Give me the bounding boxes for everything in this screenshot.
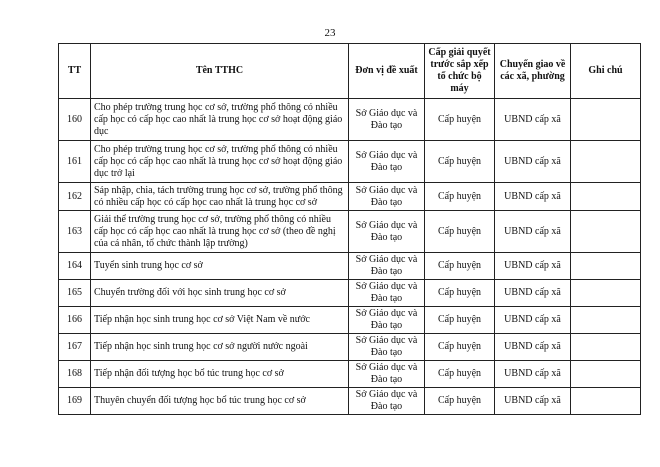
header-row xyxy=(59,44,641,99)
row-tt: 161 xyxy=(59,141,91,183)
row-unit: Sở Giáo dục và Đào tạo xyxy=(349,211,425,253)
row-note xyxy=(571,141,641,183)
row-transfer: UBND cấp xã xyxy=(495,211,571,253)
row-note xyxy=(571,211,641,253)
row-note xyxy=(571,183,641,211)
header-ghi-chu: Ghi chú xyxy=(571,44,641,99)
row-unit: Sở Giáo dục và Đào tạo xyxy=(349,141,425,183)
table-row xyxy=(59,334,641,361)
table-row xyxy=(59,388,641,415)
row-tt: 166 xyxy=(59,307,91,334)
row-name: Cho phép trường trung học cơ sở, trường phổ thông có nhiều cấp học có cấp học cao nhất là trung học cơ sở hoạt động giáo dục xyxy=(91,99,349,141)
row-level: Cấp huyện xyxy=(425,211,495,253)
row-unit: Sở Giáo dục và Đào tạo xyxy=(349,183,425,211)
row-level: Cấp huyện xyxy=(425,183,495,211)
row-name: Chuyển trường đối với học sinh trung học cơ sở xyxy=(91,280,349,307)
table-row xyxy=(59,211,641,253)
table-row xyxy=(59,141,641,183)
row-tt: 164 xyxy=(59,253,91,280)
header-cap-giai-quyet: Cấp giải quyết trước sắp xếp tổ chức bộ máy xyxy=(425,44,495,99)
row-name: Tiếp nhận học sinh trung học cơ sở Việt Nam về nước xyxy=(91,307,349,334)
row-name: Thuyên chuyển đối tượng học bổ túc trung học cơ sở xyxy=(91,388,349,415)
row-name: Giải thể trường trung học cơ sở, trường phổ thông có nhiều cấp học có cấp học cao nhất là trung học cơ sở (theo đề nghị của cá nhân, tổ chức thành lập trường) xyxy=(91,211,349,253)
table-row xyxy=(59,307,641,334)
row-transfer: UBND cấp xã xyxy=(495,280,571,307)
row-transfer: UBND cấp xã xyxy=(495,307,571,334)
row-unit: Sở Giáo dục và Đào tạo xyxy=(349,361,425,388)
row-transfer: UBND cấp xã xyxy=(495,388,571,415)
row-level: Cấp huyện xyxy=(425,334,495,361)
row-transfer: UBND cấp xã xyxy=(495,253,571,280)
row-transfer: UBND cấp xã xyxy=(495,141,571,183)
row-unit: Sở Giáo dục và Đào tạo xyxy=(349,334,425,361)
row-level: Cấp huyện xyxy=(425,99,495,141)
row-unit: Sở Giáo dục và Đào tạo xyxy=(349,280,425,307)
row-transfer: UBND cấp xã xyxy=(495,183,571,211)
row-name: Tuyển sinh trung học cơ sở xyxy=(91,253,349,280)
row-level: Cấp huyện xyxy=(425,361,495,388)
row-unit: Sở Giáo dục và Đào tạo xyxy=(349,99,425,141)
row-transfer: UBND cấp xã xyxy=(495,99,571,141)
row-tt: 165 xyxy=(59,280,91,307)
row-transfer: UBND cấp xã xyxy=(495,334,571,361)
row-tt: 163 xyxy=(59,211,91,253)
header-chuyen-giao: Chuyển giao về các xã, phường xyxy=(495,44,571,99)
row-note xyxy=(571,361,641,388)
table-row xyxy=(59,183,641,211)
row-tt: 162 xyxy=(59,183,91,211)
row-level: Cấp huyện xyxy=(425,253,495,280)
row-tt: 160 xyxy=(59,99,91,141)
header-ten-tthc: Tên TTHC xyxy=(91,44,349,99)
row-level: Cấp huyện xyxy=(425,307,495,334)
row-note xyxy=(571,253,641,280)
row-level: Cấp huyện xyxy=(425,388,495,415)
table-row xyxy=(59,99,641,141)
row-name: Sáp nhập, chia, tách trường trung học cơ sở, trường phổ thông có nhiều cấp học có cấp học cao nhất là trung học cơ sở xyxy=(91,183,349,211)
row-tt: 169 xyxy=(59,388,91,415)
header-don-vi: Đơn vị đề xuất xyxy=(349,44,425,99)
row-name: Tiếp nhận học sinh trung học cơ sở người nước ngoài xyxy=(91,334,349,361)
procedures-table xyxy=(58,43,641,415)
row-note xyxy=(571,99,641,141)
row-unit: Sở Giáo dục và Đào tạo xyxy=(349,388,425,415)
table-row xyxy=(59,280,641,307)
row-note xyxy=(571,307,641,334)
table-row xyxy=(59,361,641,388)
row-unit: Sở Giáo dục và Đào tạo xyxy=(349,253,425,280)
page-number: 23 xyxy=(324,27,336,39)
header-tt: TT xyxy=(59,44,91,99)
row-note xyxy=(571,280,641,307)
row-note xyxy=(571,334,641,361)
row-name: Cho phép trường trung học cơ sở, trường phổ thông có nhiều cấp học có cấp học cao nhất là trung học cơ sở hoạt động giáo dục trở lại xyxy=(91,141,349,183)
table-row xyxy=(59,253,641,280)
row-name: Tiếp nhận đối tượng học bổ túc trung học cơ sở xyxy=(91,361,349,388)
row-level: Cấp huyện xyxy=(425,280,495,307)
row-tt: 168 xyxy=(59,361,91,388)
row-level: Cấp huyện xyxy=(425,141,495,183)
row-tt: 167 xyxy=(59,334,91,361)
row-transfer: UBND cấp xã xyxy=(495,361,571,388)
row-note xyxy=(571,388,641,415)
row-unit: Sở Giáo dục và Đào tạo xyxy=(349,307,425,334)
